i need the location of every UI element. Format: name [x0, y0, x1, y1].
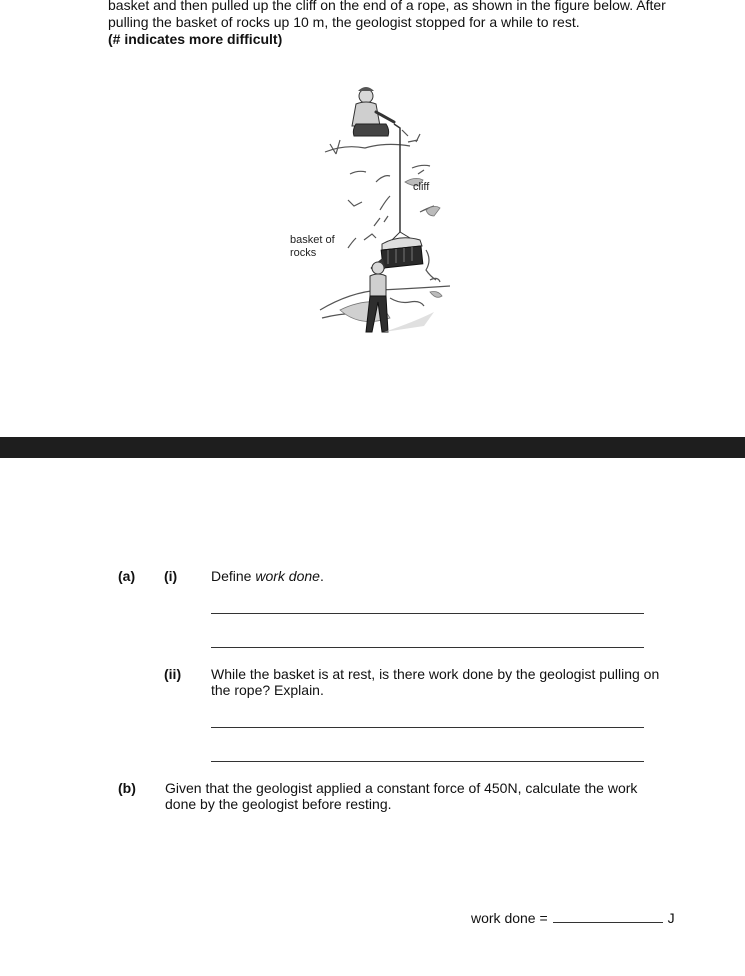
- work-done-unit: J: [667, 910, 675, 926]
- difficulty-note: (# indicates more difficult): [108, 31, 283, 47]
- part-a-i-prefix: Define: [211, 568, 256, 584]
- rope: [394, 124, 400, 232]
- intro-line-1: basket and then pulled up the cliff on the end of a rope, as shown in the figure below. After: [108, 0, 666, 13]
- cliff-label: cliff: [413, 181, 430, 193]
- part-a-ii-label: (ii): [164, 666, 182, 682]
- part-b-line-1: Given that the geologist applied a constant force of 450N, calculate the work: [165, 780, 638, 796]
- part-b-label: (b): [118, 780, 136, 796]
- basket-of-rocks: [381, 232, 423, 268]
- question-intro: [108, 0, 708, 48]
- answer-line-a-i-2[interactable]: [211, 647, 644, 648]
- answer-line-a-i-1[interactable]: [211, 613, 644, 614]
- part-a-i-suffix: .: [319, 568, 324, 584]
- part-b-line-2: done by the geologist before resting.: [165, 796, 392, 812]
- cliff-illustration: [280, 82, 460, 342]
- part-a-i-term: work done: [255, 568, 320, 584]
- cliff-figure: [280, 82, 460, 342]
- page-divider: [0, 437, 745, 458]
- intro-line-2: pulling the basket of rocks up 10 m, the geologist stopped for a while to rest.: [108, 14, 580, 30]
- work-done-answer: [471, 910, 675, 926]
- basket-label-line-1: basket of: [290, 234, 335, 246]
- part-a-label: (a): [118, 568, 136, 584]
- answer-line-a-ii-1[interactable]: [211, 727, 644, 728]
- basket-label: [290, 234, 335, 260]
- top-geologist: [352, 87, 394, 136]
- part-a-i-label: (i): [164, 568, 178, 584]
- basket-label-line-2: rocks: [290, 247, 317, 259]
- part-a-ii-line-2: the rope? Explain.: [211, 682, 324, 698]
- part-a-i-question: [211, 568, 324, 584]
- part-a-ii-line-1: While the basket is at rest, is there work done by the geologist pulling on: [211, 666, 660, 682]
- work-done-label: work done =: [471, 910, 548, 926]
- work-done-answer-line[interactable]: [553, 912, 663, 923]
- answer-line-a-ii-2[interactable]: [211, 761, 644, 762]
- part-a-ii-question: [211, 666, 691, 698]
- part-b-question: [165, 780, 685, 812]
